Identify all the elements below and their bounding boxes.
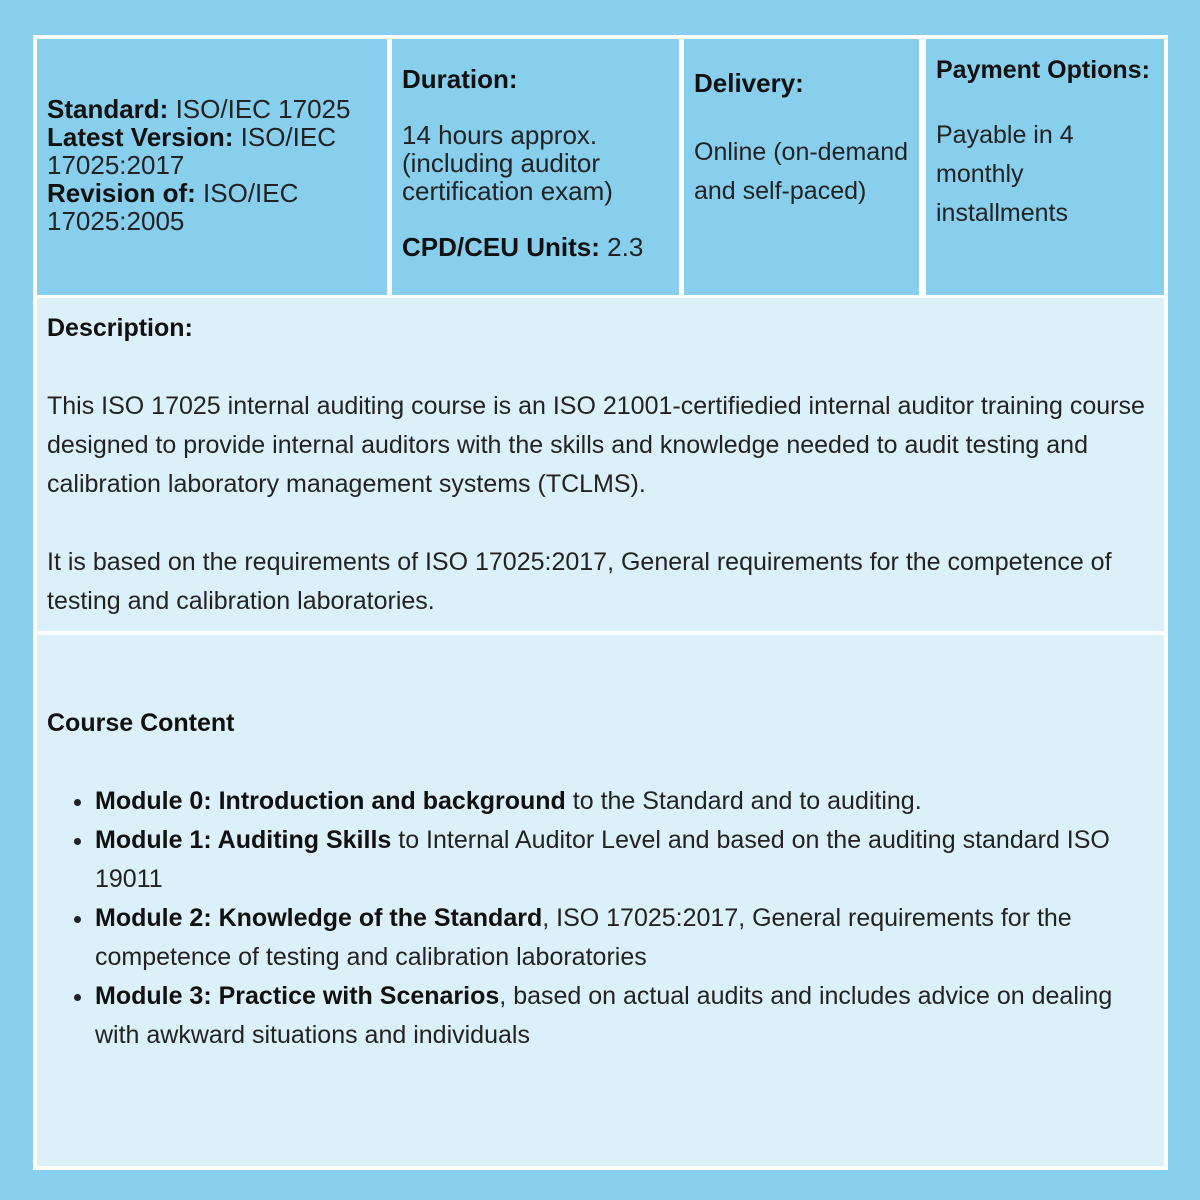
- module-title: Module 0: Introduction and background: [95, 787, 566, 815]
- course-content-title: Course Content: [47, 709, 235, 737]
- cpd-value: 2.3: [607, 232, 644, 262]
- module-title: Module 2: Knowledge of the Standard: [95, 904, 543, 932]
- cpd-label: CPD/CEU Units:: [402, 232, 600, 262]
- module-item: [95, 977, 1154, 1055]
- duration-cell: [392, 39, 679, 295]
- module-title: Module 3: Practice with Scenarios: [95, 982, 500, 1010]
- module-item: [95, 899, 1154, 977]
- description-paragraph-1: This ISO 17025 internal auditing course is an ISO 21001-certifiedied internal auditor training course designed to provide internal auditors with the skills and knowledge needed to audit testing and calibration laboratory management systems (TCLMS).: [47, 392, 1145, 498]
- standard-label: Standard:: [47, 94, 169, 124]
- latest-version-label: Latest Version:: [47, 122, 234, 152]
- module-description: to the Standard and to auditing.: [565, 787, 922, 815]
- duration-value: 14 hours approx. (including auditor certification exam): [402, 120, 613, 206]
- delivery-cell: [684, 39, 919, 295]
- module-description: , based on actual audits and includes advice on dealing with awkward situations and individuals: [95, 982, 1113, 1049]
- payment-label: Payment Options:: [936, 56, 1150, 84]
- module-title: Module 1: Auditing Skills: [95, 826, 392, 854]
- latest-version-value: ISO/IEC 17025:2017: [47, 122, 336, 180]
- revision-label: Revision of:: [47, 178, 196, 208]
- payment-cell: [926, 39, 1164, 295]
- course-info-table: [33, 35, 1168, 1170]
- duration-label: Duration:: [402, 64, 518, 94]
- payment-value: Payable in 4 monthly installments: [936, 121, 1074, 227]
- module-item: [95, 821, 1154, 899]
- description-label: Description:: [47, 314, 193, 342]
- course-content-cell: [37, 635, 1164, 1166]
- delivery-label: Delivery:: [694, 68, 804, 98]
- description-paragraph-2: It is based on the requirements of ISO 17025:2017, General requirements for the competence of testing and calibration laboratories.: [47, 548, 1112, 615]
- module-item: [95, 782, 1154, 821]
- module-list: [47, 782, 1154, 1055]
- description-cell: [37, 298, 1164, 631]
- revision-value: ISO/IEC 17025:2005: [47, 178, 299, 236]
- standard-cell: [37, 39, 387, 295]
- standard-value: ISO/IEC 17025: [175, 94, 351, 124]
- module-description: , ISO 17025:2017, General requirements for the competence of testing and calibration laboratories: [95, 904, 1072, 971]
- module-description: to Internal Auditor Level and based on the auditing standard ISO 19011: [95, 826, 1110, 893]
- delivery-value: Online (on-demand and self-paced): [694, 138, 909, 205]
